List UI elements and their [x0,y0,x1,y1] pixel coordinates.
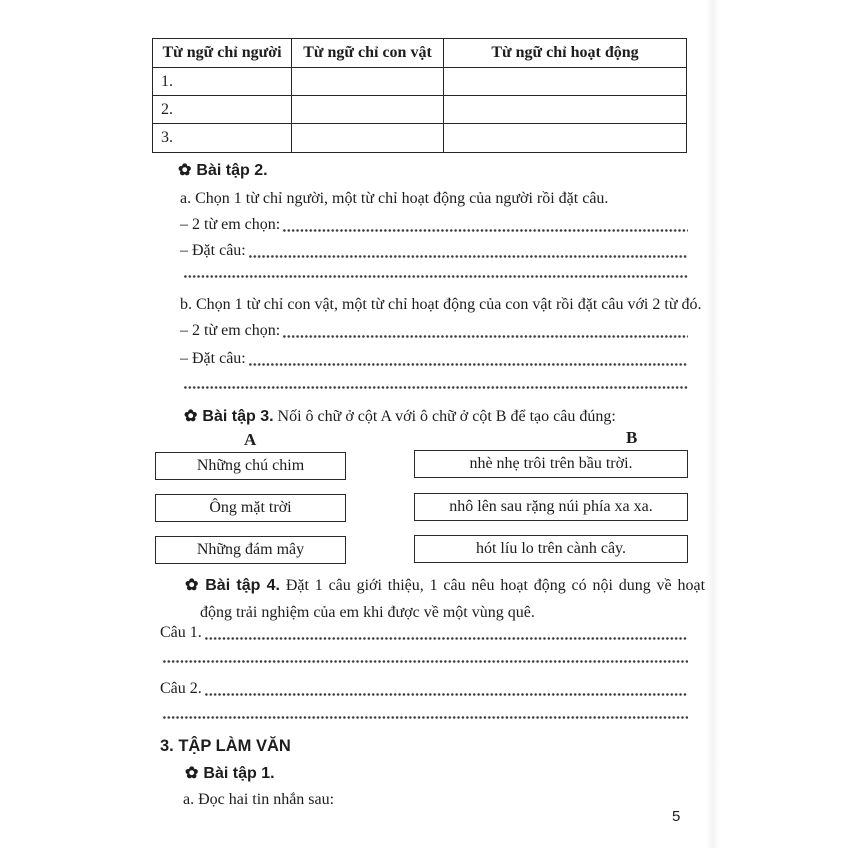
exercise4-line1 [160,622,688,644]
table-header-people: Từ ngữ chỉ người [153,39,292,68]
page-number: 5 [672,808,681,825]
exercise4-heading [185,572,705,626]
fill-line-label: – 2 từ em chọn: [180,216,281,233]
table-empty-cell [444,96,686,124]
flower-bullet-icon: ✿ [185,577,201,594]
exercise2-heading [178,160,268,182]
dotted-fill-line [184,275,688,278]
fill-line-label: – 2 từ em chọn: [180,322,281,339]
table-empty-cell [292,96,444,124]
section3-exercise1-heading [185,763,275,785]
table-row-label: 2. [153,96,292,124]
flower-bullet-icon: ✿ [178,162,192,179]
match-box-a1: Những chú chim [155,452,346,480]
dotted-fill-line [163,660,688,663]
exercise2a-instruction: a. Chọn 1 từ chỉ người, một từ chỉ hoạt động của người rồi đặt câu. [180,190,609,207]
page-edge-shadow [706,0,720,848]
match-box-b3: hót líu lo trên cành cây. [414,535,688,563]
match-box-a2: Ông mặt trời [155,494,346,522]
dotted-fill-line [249,363,688,366]
exercise2-title: Bài tập 2. [196,162,268,179]
exercise2b-sentence-line [180,348,688,370]
dotted-fill-line [205,693,688,696]
exercise2a-choose-line [180,214,688,236]
dotted-fill-line [283,229,688,232]
table-empty-cell [444,124,686,152]
table-empty-cell [292,124,444,152]
table-empty-cell [444,68,686,96]
flower-bullet-icon: ✿ [185,765,199,782]
exercise3-heading [184,406,616,428]
section3-exercise1a-instruction: a. Đọc hai tin nhắn sau: [183,791,335,808]
flower-bullet-icon: ✿ [184,408,198,425]
table-empty-cell [292,68,444,96]
match-box-a3: Những đám mây [155,536,346,564]
dotted-fill-line [163,716,688,719]
table-row-label: 1. [153,68,292,96]
exercise3-instruction: Nối ô chữ ở cột A với ô chữ ở cột B để tạo câu đúng: [277,408,616,425]
table-header-activities: Từ ngữ chỉ hoạt động [444,39,686,68]
match-box-b2: nhô lên sau rặng núi phía xa xa. [414,493,688,521]
section3-exercise1-title: Bài tập 1. [203,765,275,782]
exercise2b-choose-line [180,320,688,342]
dotted-fill-line [184,386,688,389]
dotted-fill-line [283,335,688,338]
section3-title: 3. TẬP LÀM VĂN [160,737,291,755]
exercise4-title: Bài tập 4. [205,577,281,594]
table-header-animals: Từ ngữ chỉ con vật [292,39,444,68]
exercise2a-sentence-line [180,240,688,262]
match-box-b1: nhè nhẹ trôi trên bầu trời. [414,450,688,478]
exercise4-instruction: Đặt 1 câu giới thiệu, 1 câu nêu hoạt động có nội dung về hoạt động trải nghiệm của em khi được về một vùng quê. [200,577,706,621]
dotted-fill-line [249,255,688,258]
column-a-label: A [244,430,257,449]
exercise2b-instruction: b. Chọn 1 từ chỉ con vật, một từ chỉ hoạt động của con vật rồi đặt câu với 2 từ đó. [180,296,702,313]
exercise4-line2 [160,678,688,700]
fill-line-label: – Đặt câu: [180,350,246,367]
fill-line-label: Câu 2. [160,680,202,697]
dotted-fill-line [205,637,688,640]
column-b-label: B [626,428,638,447]
table-row-label: 3. [153,124,292,152]
word-classification-table [152,38,687,153]
exercise3-title: Bài tập 3. [202,408,274,425]
fill-line-label: Câu 1. [160,624,202,641]
fill-line-label: – Đặt câu: [180,242,246,259]
